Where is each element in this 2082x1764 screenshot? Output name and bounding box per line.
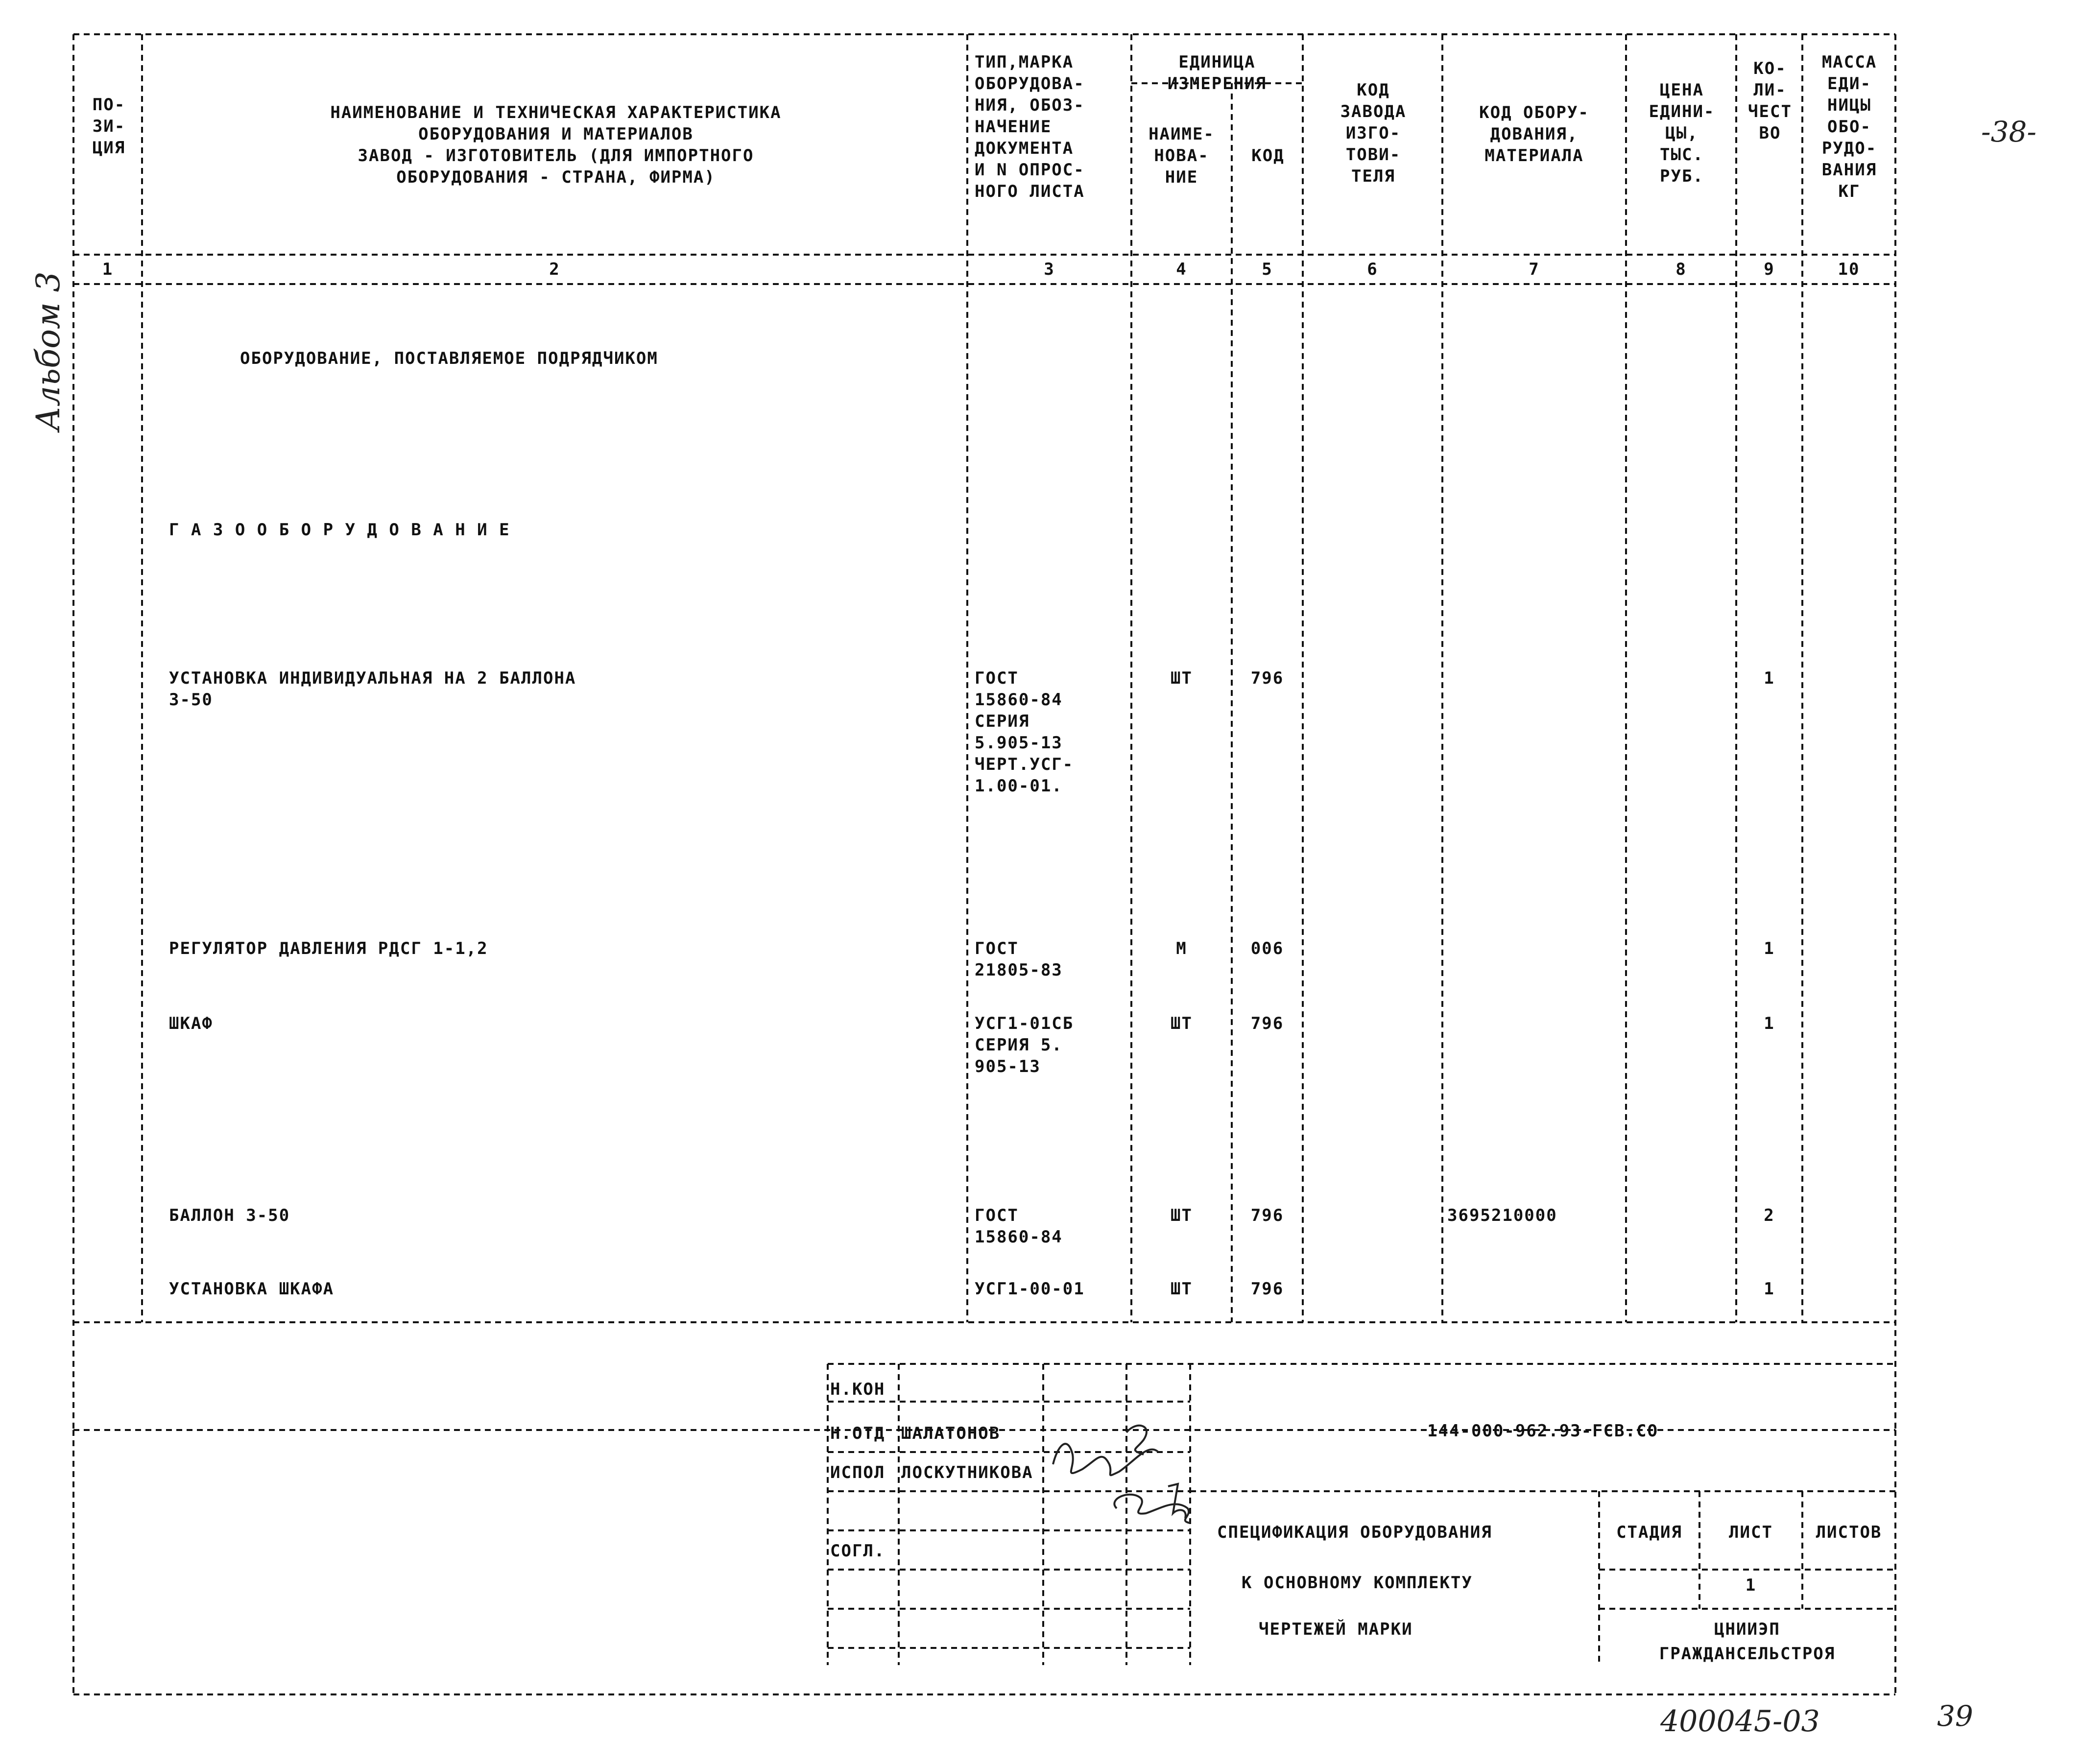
stamp-role-notd: Н.ОТД <box>830 1424 885 1443</box>
header-col3: ТИП,МАРКА ОБОРУДОВА- НИЯ, ОБОЗ- НАЧЕНИЕ ДОКУМЕНТА И N ОПРОС- НОГО ЛИСТА <box>975 52 1085 201</box>
page-number-bottom: 39 <box>1937 1699 1973 1733</box>
doc-code: 400045-03 <box>1660 1704 1820 1739</box>
row3-name: ШКАФ <box>169 1014 213 1033</box>
row5-code: 796 <box>1250 1279 1284 1299</box>
stamp-role-ispol: ИСПОЛ <box>830 1463 885 1482</box>
row5-unit: ШТ <box>1171 1279 1193 1299</box>
colnum-1: 1 <box>102 260 114 279</box>
stamp-name-ispol: ЛОСКУТНИКОВА <box>901 1463 1033 1482</box>
page-number-top: -38- <box>1981 115 2036 148</box>
colnum-6: 6 <box>1367 260 1378 279</box>
stamp-role-nkon: Н.КОН <box>830 1380 885 1399</box>
stamp-org-line2: ГРАЖДАНСЕЛЬСТРОЯ <box>1659 1644 1836 1664</box>
row1-code: 796 <box>1250 668 1284 688</box>
colnum-7: 7 <box>1529 260 1540 279</box>
stamp-title-line3: ЧЕРТЕЖЕЙ МАРКИ <box>1259 1620 1413 1639</box>
stamp-name-notd: ШАЛАТОНОВ <box>901 1424 1001 1443</box>
colnum-8: 8 <box>1675 260 1687 279</box>
row5-doc: УСГ1-00-01 <box>975 1279 1085 1299</box>
row3-unit: ШТ <box>1171 1014 1193 1033</box>
row1-qty: 1 <box>1764 668 1775 688</box>
row2-doc: ГОСТ 21805-83 <box>975 939 1063 980</box>
colnum-3: 3 <box>1044 260 1055 279</box>
signature-shalatonov <box>1053 1426 1158 1475</box>
row1-unit: ШТ <box>1171 668 1193 688</box>
header-col1: ПО- ЗИ- ЦИЯ <box>92 95 126 158</box>
row3-qty: 1 <box>1764 1014 1775 1033</box>
row2-qty: 1 <box>1764 939 1775 958</box>
colnum-2: 2 <box>549 260 560 279</box>
row3-code: 796 <box>1250 1014 1284 1033</box>
row3-doc: УСГ1-01СБ СЕРИЯ 5. 905-13 <box>975 1014 1074 1076</box>
header-col2: НАИМЕНОВАНИЕ И ТЕХНИЧЕСКАЯ ХАРАКТЕРИСТИКА ОБОРУДОВАНИЯ И МАТЕРИАЛОВ ЗАВОД - ИЗГОТОВИТЕЛЬ (ДЛЯ ИМПОРТНОГО ОБОРУДОВАНИЯ - СТРАНА, ФИРМА) <box>330 103 782 187</box>
stamp-stage-label: СТАДИЯ <box>1616 1523 1682 1542</box>
signature-loskutnikova <box>1114 1484 1190 1523</box>
row5-name: УСТАНОВКА ШКАФА <box>169 1279 335 1299</box>
header-col6: КОД ЗАВОДА ИЗГО- ТОВИ- ТЕЛЯ <box>1340 80 1407 186</box>
colnum-9: 9 <box>1764 260 1775 279</box>
header-col7: КОД ОБОРУ- ДОВАНИЯ, МАТЕРИАЛА <box>1479 103 1589 166</box>
header-col10: МАССА ЕДИ- НИЦЫ ОБО- РУДО- ВАНИЯ КГ <box>1821 52 1877 201</box>
row2-unit: М <box>1176 939 1187 958</box>
stamp-sheet-label: ЛИСТ <box>1729 1523 1773 1542</box>
stamp-title-line1: СПЕЦИФИКАЦИЯ ОБОРУДОВАНИЯ <box>1217 1523 1492 1542</box>
row4-equip-code: 3695210000 <box>1447 1206 1557 1225</box>
section-gas: Г А З О О Б О Р У Д О В А Н И Е <box>169 520 510 540</box>
colnum-10: 10 <box>1838 260 1860 279</box>
row4-unit: ШТ <box>1171 1206 1193 1225</box>
header-col5: КОД <box>1251 146 1285 166</box>
header-col8: ЦЕНА ЕДИНИ- ЦЫ, ТЫС. РУБ. <box>1649 80 1715 186</box>
row2-code: 006 <box>1250 939 1284 958</box>
stamp-title-line2: К ОСНОВНОМУ КОМПЛЕКТУ <box>1242 1573 1473 1593</box>
header-col45: ЕДИНИЦА ИЗМЕРЕНИЯ <box>1167 52 1267 94</box>
row2-name: РЕГУЛЯТОР ДАВЛЕНИЯ РДСГ 1-1,2 <box>169 939 488 958</box>
album-label: Альбом 3 <box>29 271 67 431</box>
stamp-role-sogl: СОГЛ. <box>830 1541 885 1561</box>
section-contractor: ОБОРУДОВАНИЕ, ПОСТАВЛЯЕМОЕ ПОДРЯДЧИКОМ <box>240 349 658 368</box>
row4-code: 796 <box>1250 1206 1284 1225</box>
row4-doc: ГОСТ 15860-84 <box>975 1206 1063 1247</box>
row1-doc: ГОСТ 15860-84 СЕРИЯ 5.905-13 ЧЕРТ.УСГ- 1.00-01. <box>975 668 1074 796</box>
stamp-org-line1: ЦНИИЭП <box>1714 1620 1780 1639</box>
stamp-doc-code: 144-000-962.93-ГСВ.СО <box>1427 1421 1658 1441</box>
header-col4: НАИМЕ- НОВА- НИЕ <box>1149 124 1215 187</box>
row4-qty: 2 <box>1764 1206 1775 1225</box>
stamp-sheets-label: ЛИСТОВ <box>1816 1523 1882 1542</box>
header-col9: КО- ЛИ- ЧЕСТ ВО <box>1748 59 1792 143</box>
colnum-5: 5 <box>1262 260 1273 279</box>
row1-name: УСТАНОВКА ИНДИВИДУАЛЬНАЯ НА 2 БАЛЛОНА 3-50 <box>169 668 576 710</box>
row4-name: БАЛЛОН 3-50 <box>169 1206 290 1225</box>
colnum-4: 4 <box>1176 260 1187 279</box>
row5-qty: 1 <box>1764 1279 1775 1299</box>
stamp-sheet-value: 1 <box>1745 1575 1757 1595</box>
